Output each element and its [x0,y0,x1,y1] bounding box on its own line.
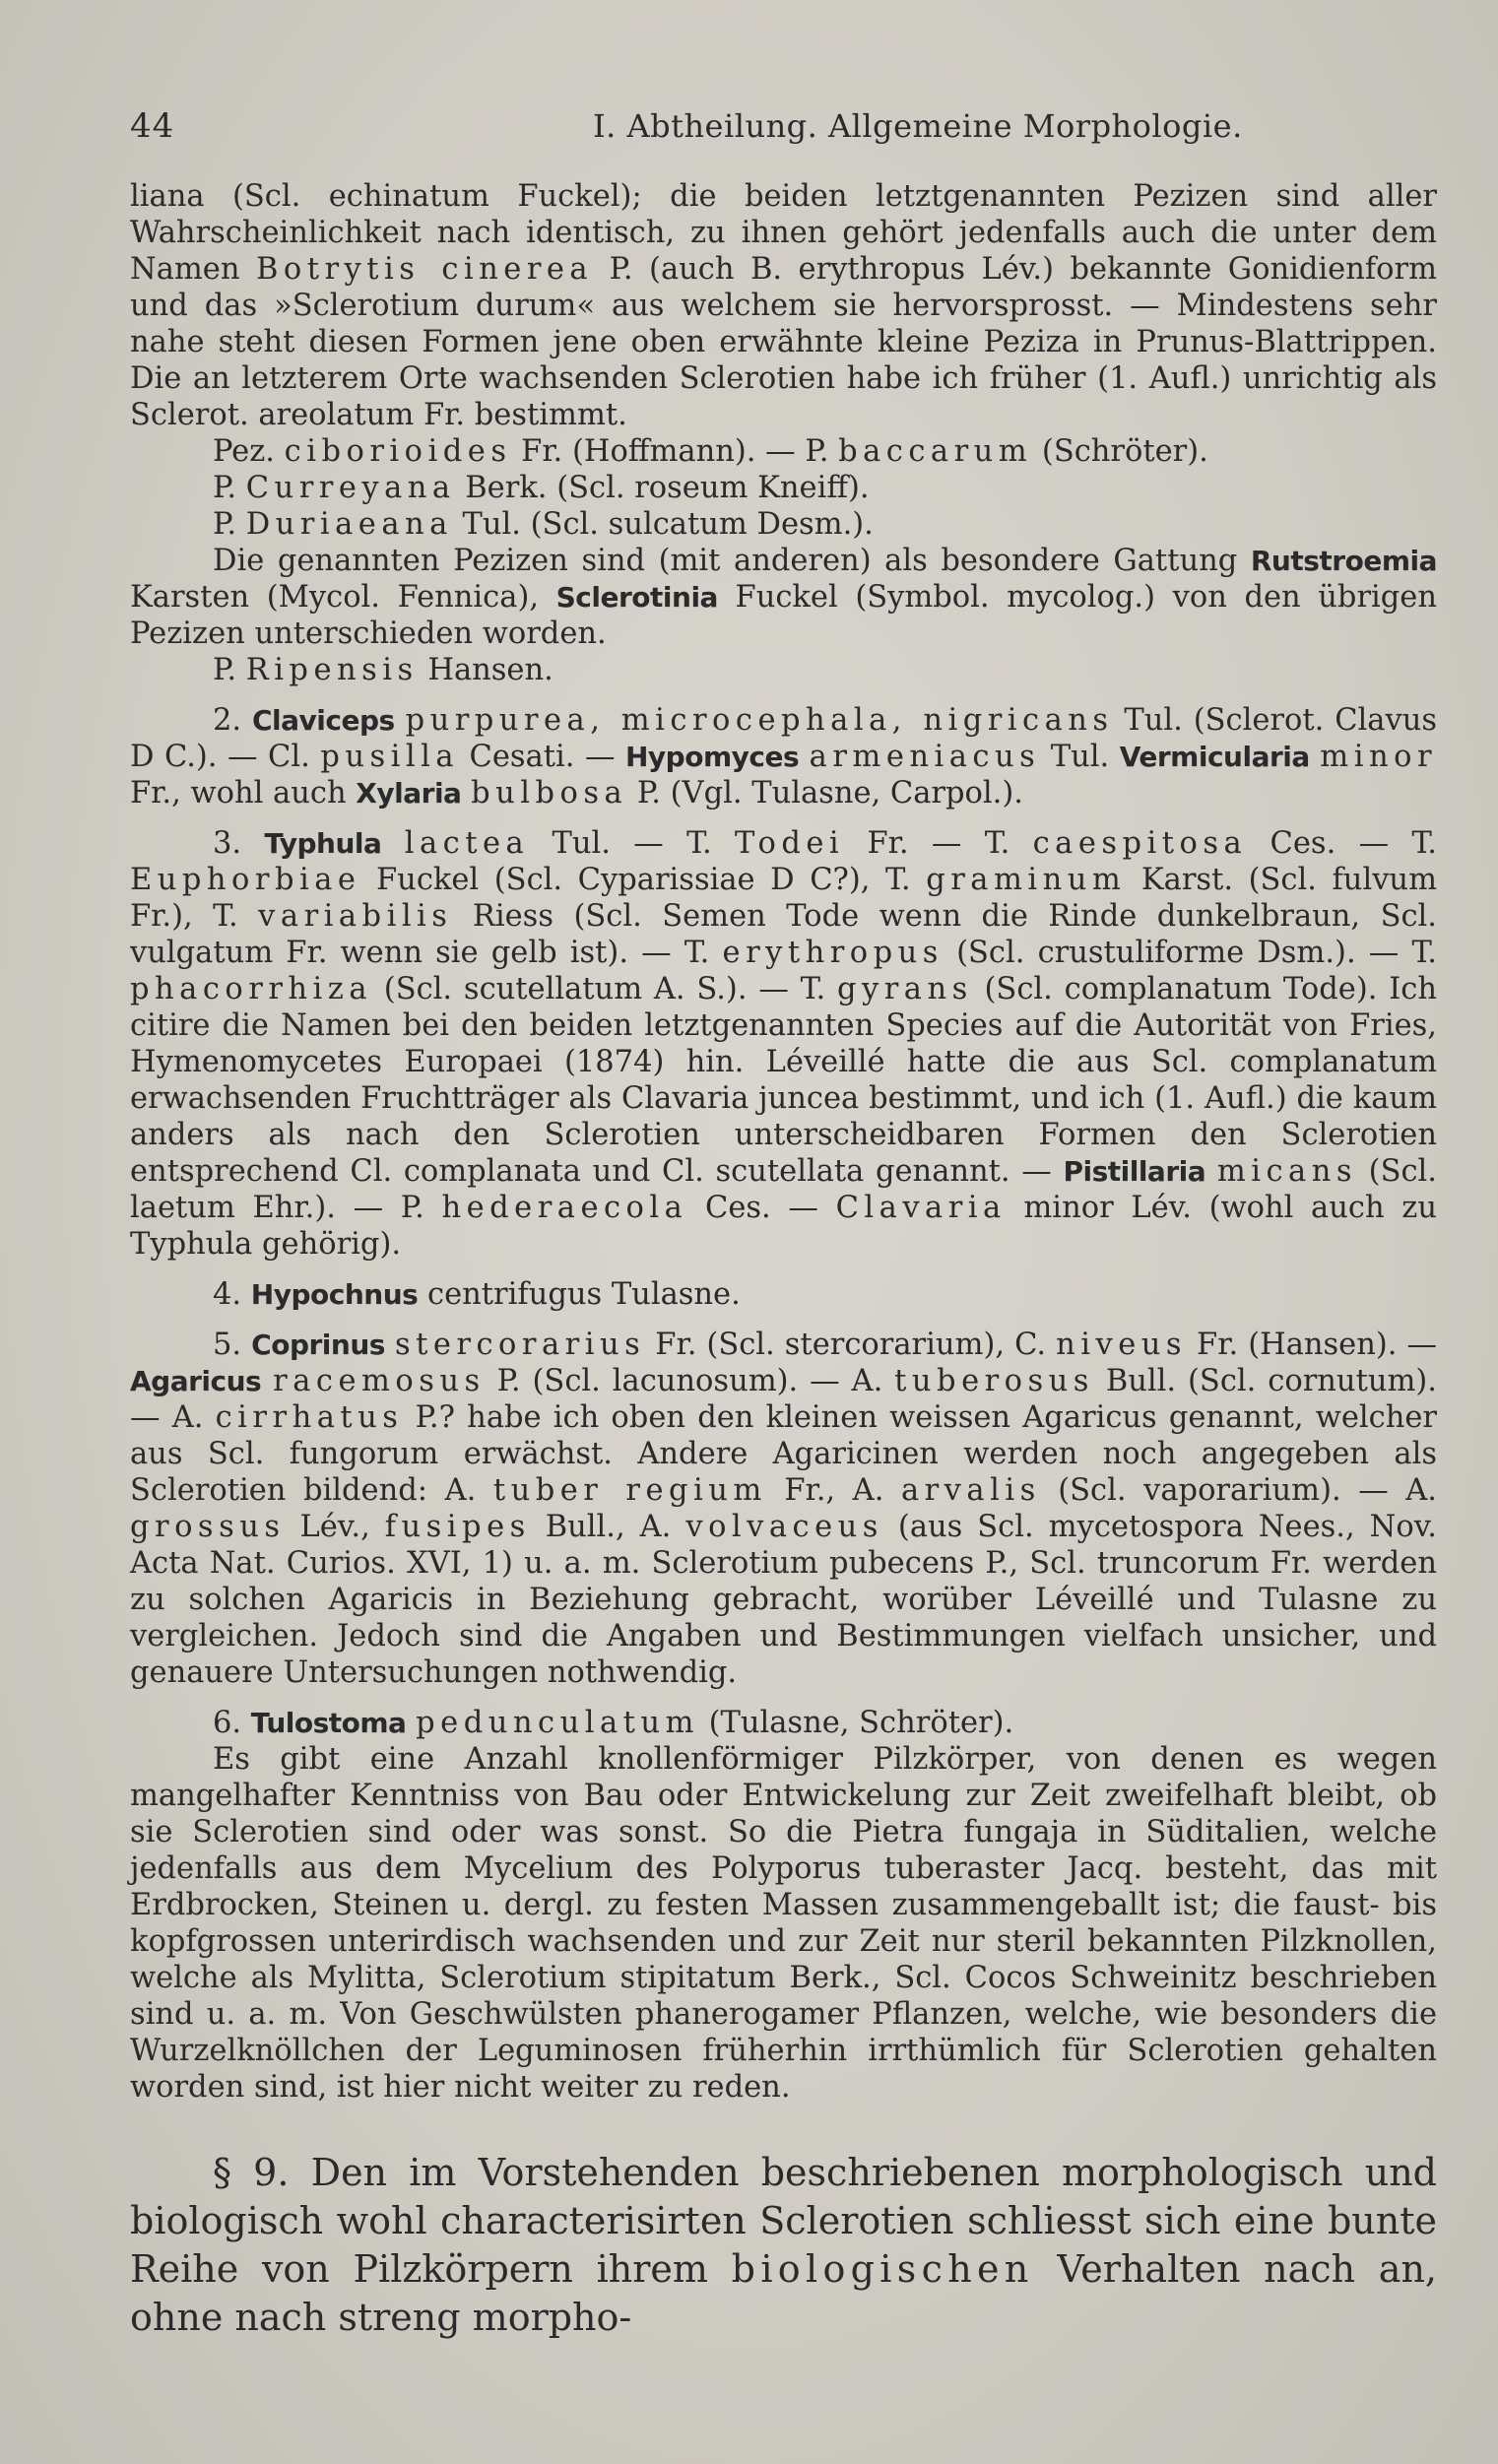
paragraph-sclerotinia: liana (Scl. echinatum Fuckel); die beiden letztgenannten Pezizen sind aller Wahrscheinlichkeit nach identisch, zu ihnen gehört jedenfalls auch die unter dem Namen Botrytis cinerea P. (auch B. erythropus Lév.) bekannte Gonidienform und das »Sclerotium durum« aus welchem sie hervorsprosst. — Mindestens sehr nahe steht diesen Formen jene oben erwähnte kleine Peziza in Prunus-Blattrippen. Die an letzterem Orte wachsenden Sclerotien habe ich früher (1. Aufl.) unrichtig als Sclerot. areolatum Fr. bestimmt. [130,179,1438,432]
species-name: Ripensis [245,653,419,687]
species-name: graminum [926,863,1127,897]
species-name: gyrans [836,972,973,1006]
species-line: P. Duriaeana Tul. (Scl. sulcatum Desm.). [213,507,874,542]
species-name: Todei [735,826,845,861]
page-header [130,108,1437,145]
species-name: erythropus [722,936,944,970]
species-name: Euphorbiae [130,863,361,897]
species-name: stercorarius [394,1328,646,1362]
species-line: Pez. ciborioides Fr. (Hoffmann). — P. baccarum (Schröter). [213,434,1208,469]
species-name: Curreyana [245,471,456,505]
species-name: lactea [404,826,530,861]
genus-name: Hypomyces [625,741,800,773]
species-name: ciborioides [284,434,512,469]
species-name: Botrytis cinerea [255,252,594,287]
species-line: P. Ripensis Hansen. [213,653,554,687]
genus-name: Sclerotinia [555,581,718,614]
species-name: caespitosa [1032,826,1248,861]
species-name: cirrhatus [215,1400,404,1435]
genus-name: Agaricus [130,1365,262,1397]
species-name: baccarum [838,434,1033,469]
species-name: volvaceus [685,1510,883,1544]
running-head: I. Abtheilung. Allgemeine Morphologie. [593,107,1243,145]
entry-6-tulostoma: 6. Tulostoma pedunculatum (Tulasne, Schröter). [213,1706,1014,1740]
species-name: variabilis [258,899,453,934]
species-name: tuber regium [492,1473,767,1508]
genus-name: Hypochnus [250,1278,419,1311]
species-name: Duriaeana [245,507,453,542]
species-name: racemosus [273,1364,486,1398]
species-line: P. Curreyana Berk. (Scl. roseum Kneiff). [213,471,870,505]
species-name: hederaecola [441,1191,688,1225]
entry-2-claviceps: 2. Claviceps purpurea, microcephala, nigricans Tul. (Sclerot. Clavus D C.). — Cl. pusilla Cesati. — Hypomyces armeniacus Tul. Vermicularia minor Fr., wohl auch Xylaria bulbosa P. (Vgl. Tulasne, Carpol.). [130,703,1438,811]
species-name: bulbosa [471,776,628,811]
species-name: grossus [130,1510,286,1544]
genus-name: Claviceps [251,704,395,737]
genus-name: Coprinus [251,1329,385,1361]
species-name: phacorrhiza [130,972,372,1006]
entry-3-typhula: 3. Typhula lactea Tul. — T. Todei Fr. — T. caespitosa Ces. — T. Euphorbiae Fuckel (Scl. Cyparissiae D C?), T. graminum Karst. (Scl. fulvum Fr.), T. variabilis Riess (Scl. Semen Tode wenn die Rinde dunkelbraun, Scl. vulgatum Fr. wenn sie gelb ist). — T. erythropus (Scl. crustuliforme Dsm.). — T. phacorrhiza (Scl. scutellatum A. S.). — T. gyrans (Scl. complanatum Tode). Ich citire die Namen bei den beiden letztgenannten Species auf die Autorität von Fries, Hymenomycetes Europaei (1874) hin. Léveillé hatte die aus Scl. complanatum erwachsenden Fruchtträger als Clavaria juncea bestimmt, und ich (1. Aufl.) die kaum anders als nach den Sclerotien unterscheidbaren Formen den Sclerotien entsprechend Cl. complanata und Cl. scutellata genannt. — Pistillaria micans (Scl. laetum Ehr.). — P. hederaecola Ces. — Clavaria minor Lév. (wohl auch zu Typhula gehörig). [130,826,1438,1262]
genus-name: Tulostoma [250,1707,407,1739]
species-name: minor [1320,740,1438,774]
species-name: fusipes [384,1510,531,1544]
species-name: arvalis [900,1473,1041,1508]
section-9-paragraph: § 9. Den im Vorstehenden beschriebenen morphologisch und biologisch wohl characterisirten Sclerotien schliesst sich eine bunte Reihe von Pilzkörpern ihrem biologischen Verhalten nach an, ohne nach streng morpho- [130,2151,1437,2339]
species-name: pusilla [320,740,460,774]
entry-4-hypochnus: 4. Hypochnus centrifugus Tulasne. [213,1277,741,1312]
species-name: Clavaria [835,1191,1007,1225]
paragraph-tuberous-bodies: Es gibt eine Anzahl knollenförmiger Pilzkörper, von denen es wegen mangelhafter Kenntniss von Bau oder Entwickelung zur Zeit zweifelhaft bleibt, ob sie Sclerotien sind oder was sonst. So die Pietra fungaja in Süditalien, welche jedenfalls aus dem Mycelium des Polyporus tuberaster Jacq. besteht, das mit Erdbrocken, Steinen u. dergl. zu festen Massen zusammengeballt ist; die faust- bis kopfgrossen unterirdisch wachsenden und zur Zeit nur steril bekannten Pilzknollen, welche als Mylitta, Sclerotium stipitatum Berk., Scl. Cocos Schweinitz beschrieben sind u. a. m. Von Geschwülsten phanerogamer Pflanzen, welche, wie besonders die Wurzelknöllchen der Leguminosen früherhin irrthümlich für Sclerotien gehalten worden sind, ist hier nicht weiter zu reden. [130,1742,1437,2105]
species-name: armeniacus [809,740,1041,774]
emphasized-word: biologischen [731,2247,1034,2291]
species-name: tuberosus [894,1364,1094,1398]
genus-name: Vermicularia [1119,741,1310,773]
species-name: niveus [1056,1328,1188,1362]
entry-5-coprinus: 5. Coprinus stercorarius Fr. (Scl. stercorarium), C. niveus Fr. (Hansen). — Agaricus racemosus P. (Scl. lacunosum). — A. tuberosus Bull. (Scl. cornutum). — A. cirrhatus P.? habe ich oben den kleinen weissen Agaricus genannt, welcher aus Scl. fungorum erwächst. Andere Agaricinen werden noch angegeben als Sclerotien bildend: A. tuber regium Fr., A. arvalis (Scl. vaporarium). — A. grossus Lév., fusipes Bull., A. volvaceus (aus Scl. mycetospora Nees., Nov. Acta Nat. Curios. XVI, 1) u. a. m. Sclerotium pubecens P., Scl. truncorum Fr. werden zu solchen Agaricis in Beziehung gebracht, worüber Léveillé und Tulasne zu vergleichen. Jedoch sind die Angaben und Bestimmungen vielfach unsicher, und genauere Untersuchungen nothwendig. [130,1328,1438,1690]
paragraph-genus-note: Die genannten Pezizen sind (mit anderen) als besondere Gattung Rutstroemia Karsten (Mycol. Fennica), Sclerotinia Fuckel (Symbol. mycolog.) von den übrigen Pezizen unterschieden worden. [130,544,1437,651]
species-name: purpurea, microcephala, nigricans [405,703,1114,738]
species-name: pedunculatum [416,1706,699,1740]
genus-name: Rutstroemia [1250,545,1437,577]
genus-name: Pistillaria [1063,1155,1206,1188]
genus-name: Typhula [264,827,382,860]
page-number: 44 [130,106,175,146]
genus-name: Xylaria [356,777,462,810]
species-name: micans [1216,1154,1357,1189]
